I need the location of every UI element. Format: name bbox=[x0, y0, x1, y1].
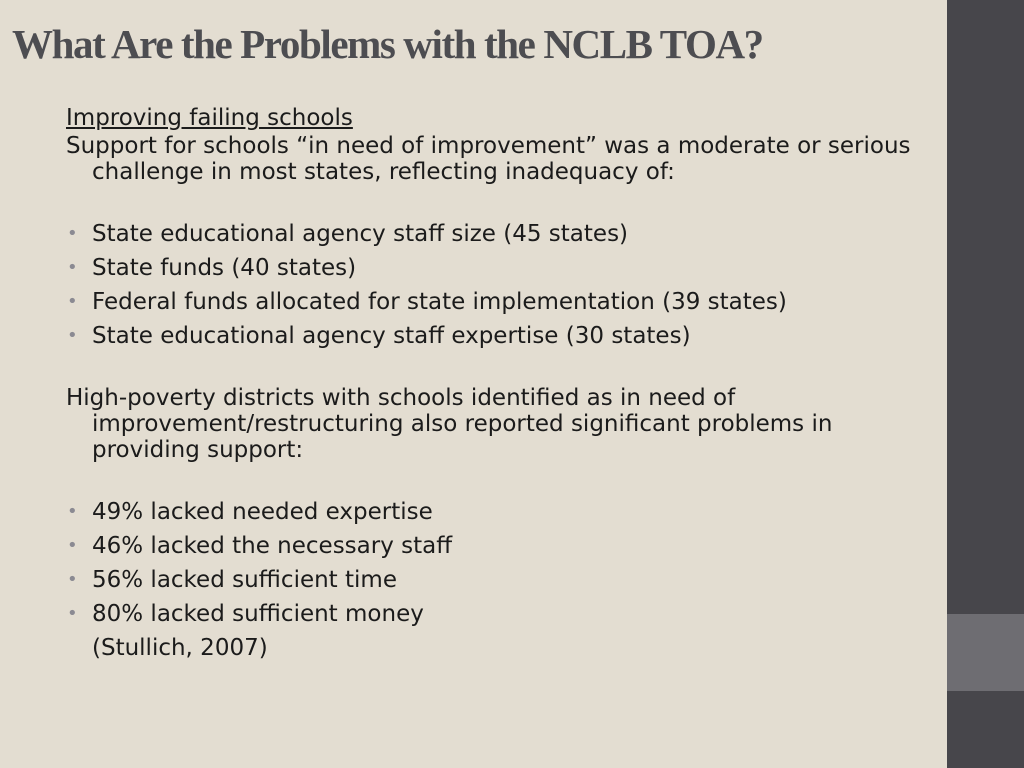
list-item: • 49% lacked needed expertise bbox=[66, 495, 926, 529]
state-challenges-list bbox=[66, 217, 926, 353]
bullet-icon: • bbox=[67, 569, 78, 590]
list-item: • State educational agency staff size (45 states) bbox=[66, 217, 926, 251]
district-problems-list bbox=[66, 495, 926, 631]
citation: (Stullich, 2007) bbox=[92, 635, 268, 661]
districts-intro: High-poverty districts with schools identified as in need of improvement/restructuring also reported significant problems in providing support: bbox=[66, 385, 833, 463]
bullet-icon: • bbox=[67, 325, 78, 346]
list-item: • 80% lacked sufficient money bbox=[66, 597, 926, 631]
state-challenges-intro: Support for schools “in need of improvement” was a moderate or serious challenge in most states, reflecting inadequacy of: bbox=[66, 133, 911, 185]
bullet-icon: • bbox=[67, 535, 78, 556]
bullet-icon: • bbox=[67, 603, 78, 624]
bullet-icon: • bbox=[67, 257, 78, 278]
list-item: • State educational agency staff expertise (30 states) bbox=[66, 319, 926, 353]
slide-title: What Are the Problems with the NCLB TOA? bbox=[12, 21, 763, 67]
list-item: • 46% lacked the necessary staff bbox=[66, 529, 926, 563]
list-item: • State funds (40 states) bbox=[66, 251, 926, 285]
list-item: • Federal funds allocated for state implementation (39 states) bbox=[66, 285, 926, 319]
right-sidebar-accent bbox=[947, 614, 1024, 691]
section-subheading: Improving failing schools bbox=[66, 105, 353, 131]
list-item: • 56% lacked sufficient time bbox=[66, 563, 926, 597]
bullet-icon: • bbox=[67, 223, 78, 244]
slide-content bbox=[66, 103, 926, 665]
bullet-icon: • bbox=[67, 291, 78, 312]
bullet-icon: • bbox=[67, 501, 78, 522]
